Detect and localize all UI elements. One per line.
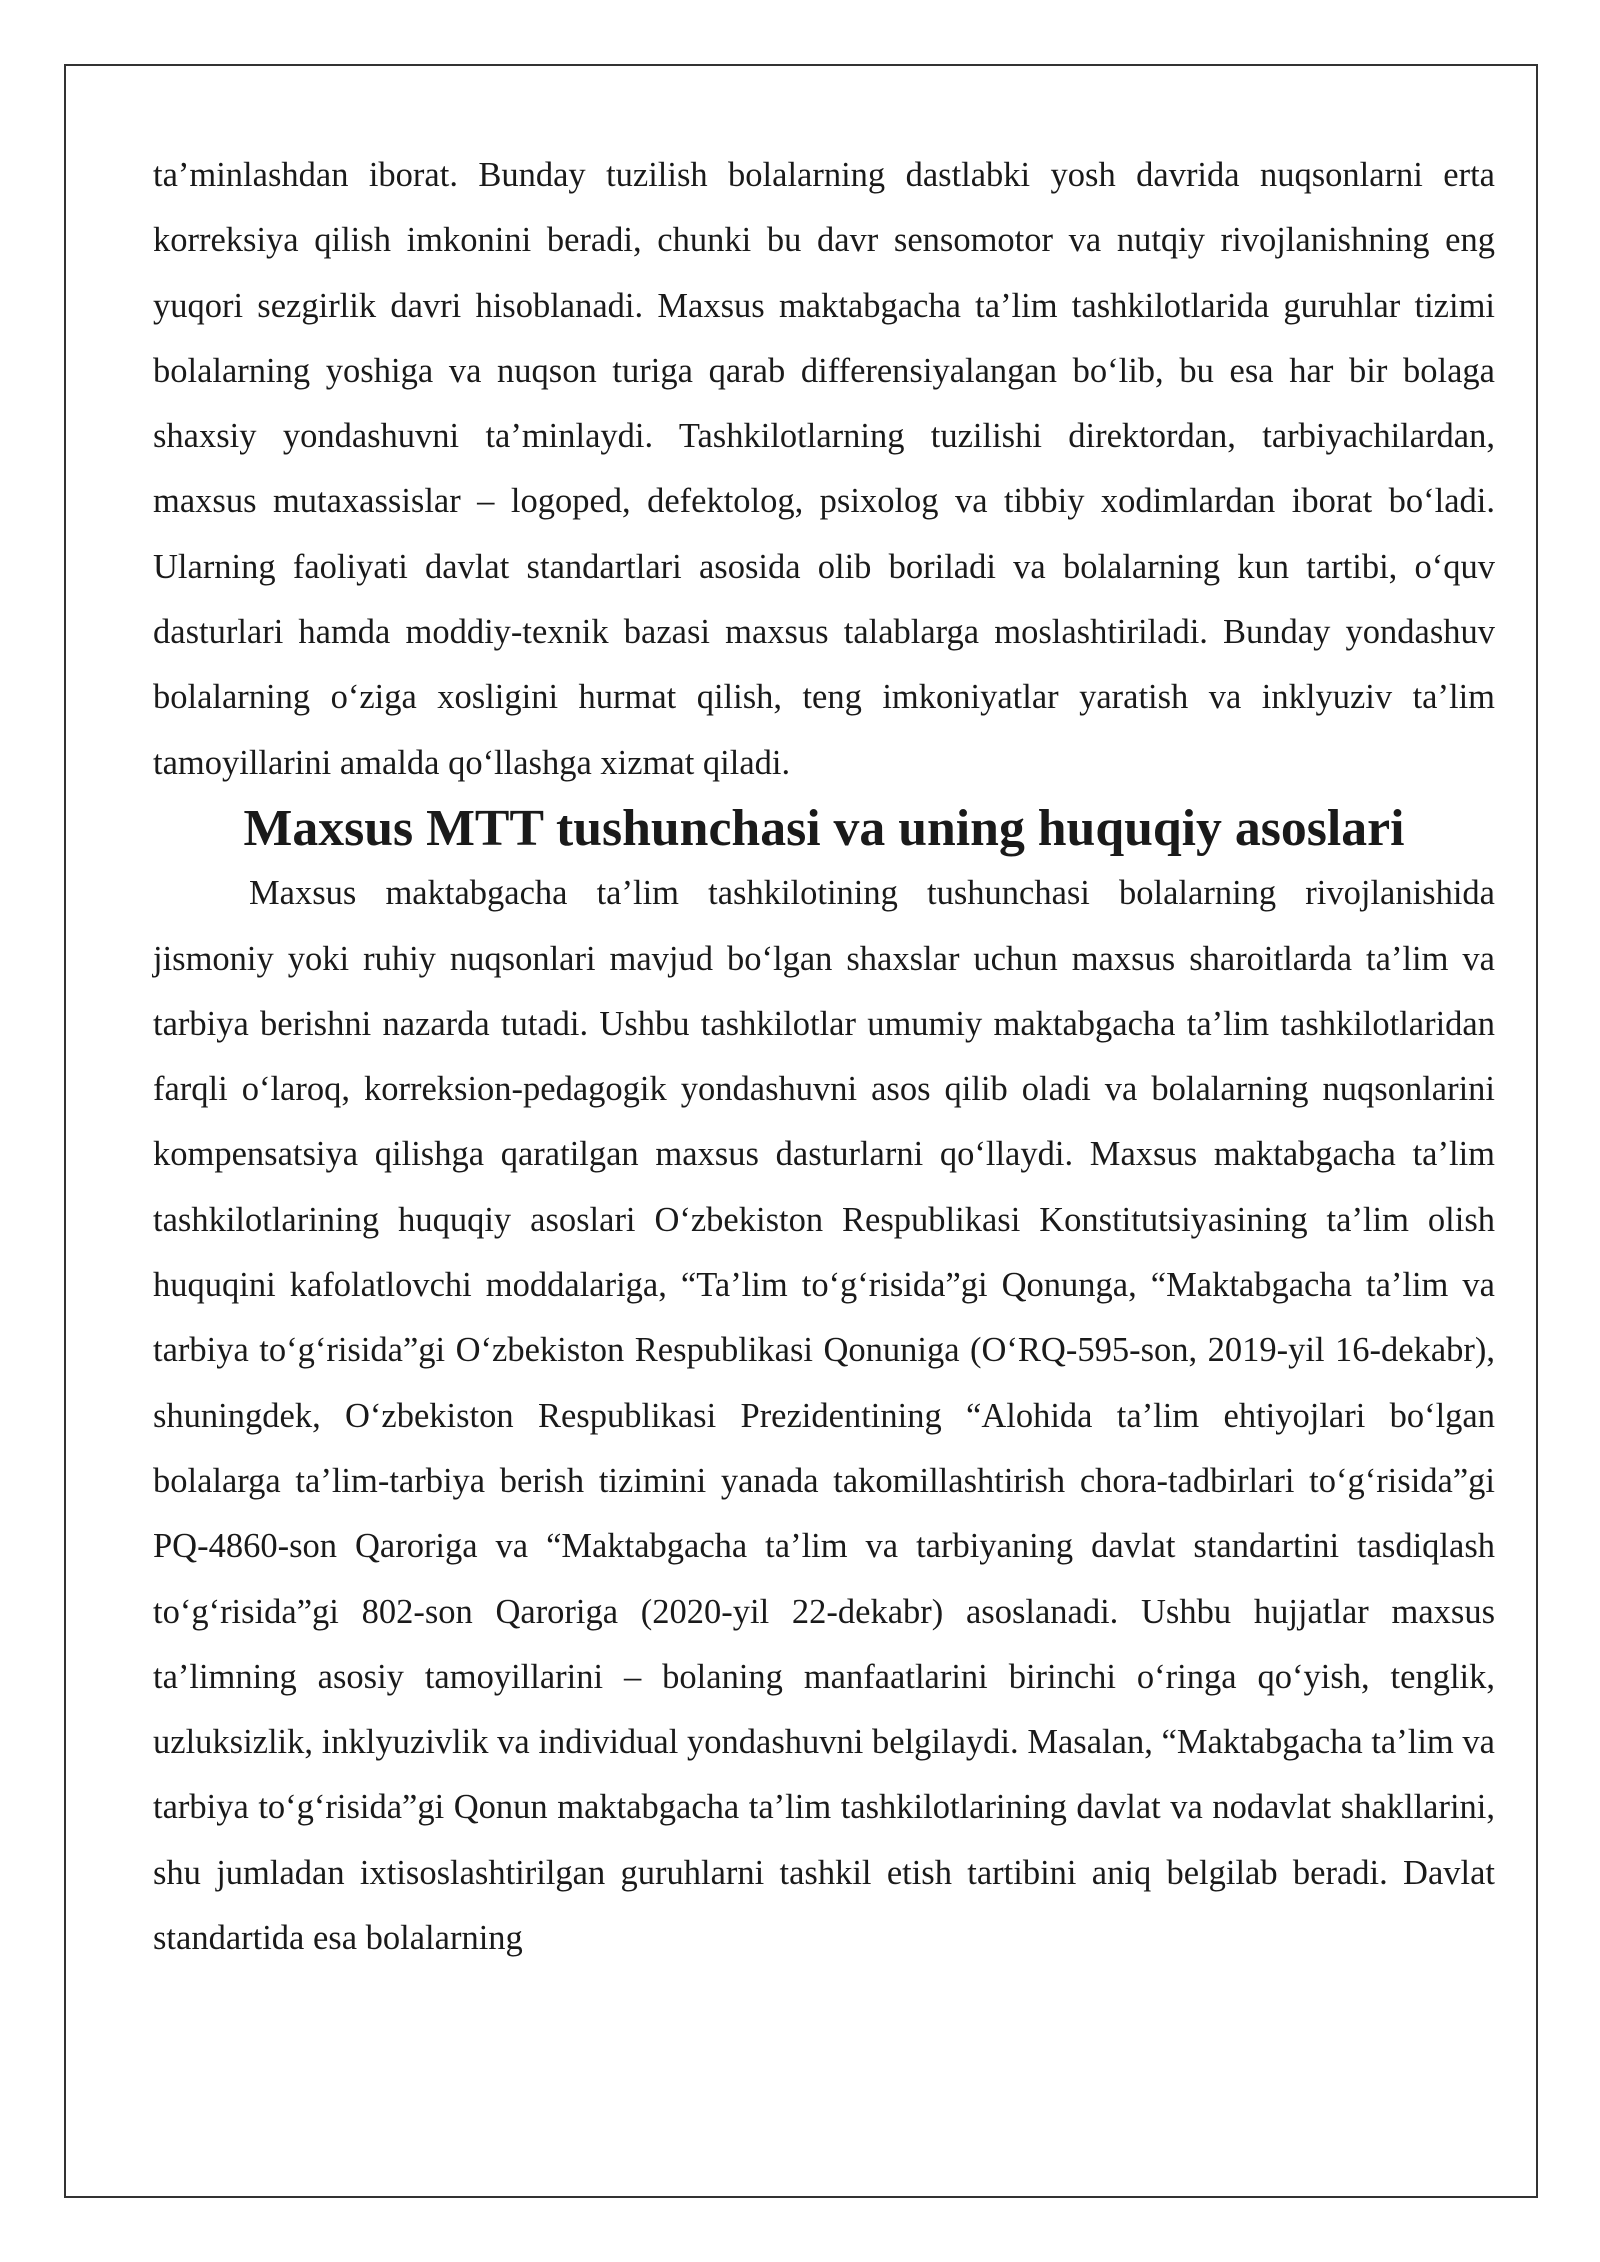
document-body — [153, 143, 1495, 1971]
paragraph-body: Maxsus maktabgacha ta’lim tashkilotining tushunchasi bolalarning rivojlanishida jismoniy yoki ruhiy nuqsonlari mavjud bo‘lgan shaxslar uchun maxsus sharoitlarda ta’lim va tarbiya berishni nazarda tutadi. Ushbu tashkilotlar umumiy maktabgacha ta’lim tashkilotlaridan farqli o‘laroq, korreksion-pedagogik yondashuvni asos qilib oladi va bolalarning nuqsonlarini kompensatsiya qilishga qaratilgan maxsus dasturlarni qo‘llaydi. Maxsus maktabgacha ta’lim tashkilotlarining huquqiy asoslari O‘zbekiston Respublikasi Konstitutsiyasining ta’lim olish huquqini kafolatlovchi moddalariga, “Ta’lim to‘g‘risida”gi Qonunga, “Maktabgacha ta’lim va tarbiya to‘g‘risida”gi O‘zbekiston Respublikasi Qonuniga (O‘RQ-595-son, 2019-yil 16-dekabr), shuningdek, O‘zbekiston Respublikasi Prezidentining “Alohida ta’lim ehtiyojlari bo‘lgan bolalarga ta’lim-tarbiya berish tizimini yanada takomillashtirish chora-tadbirlari to‘g‘risida”gi PQ-4860-son Qaroriga va “Maktabgacha ta’lim va tarbiyaning davlat standartini tasdiqlash to‘g‘risida”gi 802-son Qaroriga (2020-yil 22-dekabr) asoslanadi. Ushbu hujjatlar maxsus ta’limning asosiy tamoyillarini – bolaning manfaatlarini birinchi o‘ringa qo‘yish, tenglik, uzluksizlik, inklyuzivlik va individual yondashuvni belgilaydi. Masalan, “Maktabgacha ta’lim va tarbiya to‘g‘risida”gi Qonun maktabgacha ta’lim tashkilotlarining davlat va nodavlat shakllarini, shu jumladan ixtisoslashtirilgan guruhlarni tashkil etish tartibini aniq belgilab beradi. Davlat standartida esa bolalarning — [153, 874, 1495, 1958]
paragraph-continuation: ta’minlashdan iborat. Bunday tuzilish bolalarning dastlabki yosh davrida nuqsonlarni erta korreksiya qilish imkonini beradi, chunki bu davr sensomotor va nutqiy rivojlanishning eng yuqori sezgirlik davri hisoblanadi. Maxsus maktabgacha ta’lim tashkilotlarida guruhlar tizimi bolalarning yoshiga va nuqson turiga qarab differensiyalangan bo‘lib, bu esa har bir bolaga shaxsiy yondashuvni ta’minlaydi. Tashkilotlarning tuzilishi direktordan, tarbiyachilardan, maxsus mutaxassislar – logoped, defektolog, psixolog va tibbiy xodimlardan iborat bo‘ladi. Ularning faoliyati davlat standartlari asosida olib boriladi va bolalarning kun tartibi, o‘quv dasturlari hamda moddiy-texnik bazasi maxsus talablarga moslashtiriladi. Bunday yondashuv bolalarning o‘ziga xosligini hurmat qilish, teng imkoniyatlar yaratish va inklyuziv ta’lim tamoyillarini amalda qo‘llashga xizmat qiladi. — [153, 156, 1495, 782]
section-heading: Maxsus MTT tushunchasi va uning huquqiy asoslari — [243, 799, 1405, 857]
